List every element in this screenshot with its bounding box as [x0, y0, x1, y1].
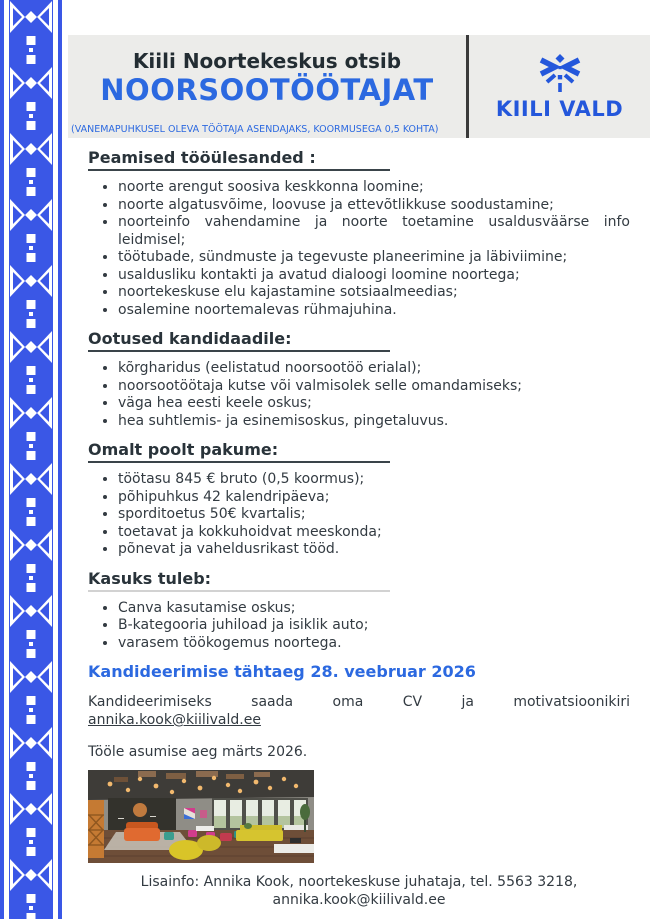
folk-pattern-border-icon — [0, 0, 62, 919]
list-item: • B-kategooria juhiload ja isiklik auto; — [118, 617, 630, 635]
apply-email-link[interactable]: annika.kook@kiilivald.ee — [88, 712, 261, 728]
duties-list — [88, 179, 630, 319]
kiili-vald-logo-icon — [528, 53, 592, 95]
list-item: • varasem töökogemus noortega. — [118, 635, 630, 653]
list-item: • osalemine noortemalevas rühmajuhina. — [118, 302, 630, 320]
advantage-list — [88, 600, 630, 653]
list-item: • väga hea eesti keele oskus; — [118, 395, 630, 413]
expectations-list — [88, 360, 630, 430]
offer-list — [88, 471, 630, 559]
section-heading-duties: Peamised tööülesanded : — [88, 148, 390, 171]
logo-block — [469, 35, 650, 138]
page-title-line2: NOORSOOTÖÖTAJAT — [100, 73, 434, 107]
apply-instructions — [88, 693, 630, 729]
list-item: • põnevat ja vaheldusrikast tööd. — [118, 541, 630, 559]
list-item: • hea suhtlemis- ja esinemisoskus, pingetaluvus. — [118, 413, 630, 431]
page-title-line1: Kiili Noortekeskus otsib — [132, 49, 402, 73]
list-item: • noorte arengut soosiva keskkonna loomine; — [118, 179, 630, 197]
list-item: • noortekeskuse elu kajastamine sotsiaalmeedias; — [118, 284, 630, 302]
list-item: • noorsootöötaja kutse või valmisolek selle omandamiseks; — [118, 378, 630, 396]
list-item: • sporditoetus 50€ kvartalis; — [118, 506, 630, 524]
list-item: • Canva kasutamise oskus; — [118, 600, 630, 618]
section-heading-expectations: Ootused kandidaadile: — [88, 329, 390, 352]
list-item: • kõrgharidus (eelistatud noorsootöö erialal); — [118, 360, 630, 378]
contact-footer — [88, 873, 630, 909]
list-item: • usaldusliku kontakti ja avatud dialoogi loomine noortega; — [118, 267, 630, 285]
list-item: • toetavat ja kokkuhoidvat meeskonda; — [118, 524, 630, 542]
list-item: • töötubade, sündmuste ja tegevuste planeerimine ja läbiviimine; — [118, 249, 630, 267]
page-subtitle: (VANEMAPUHKUSEL OLEVA TÖÖTAJA ASENDAJAKS, KOORMUSEGA 0,5 KOHTA) — [71, 124, 439, 135]
section-heading-advantage: Kasuks tuleb: — [88, 569, 390, 592]
start-date: Tööle asumise aeg märts 2026. — [88, 744, 308, 760]
content — [68, 148, 650, 909]
contact-email: annika.kook@kiilivald.ee — [272, 892, 446, 908]
youth-center-photo — [88, 770, 314, 863]
list-item: • noorte algatusvõime, loovuse ja ettevõtlikkuse soodustamine; — [118, 197, 630, 215]
list-item: • noorteinfo vahendamine ja noorte toetamine usaldusväärse info leidmisel; — [118, 214, 630, 249]
contact-line1: Lisainfo: Annika Kook, noortekeskuse juhataja, tel. 5563 3218, — [140, 874, 578, 890]
list-item: • põhipuhkus 42 kalendripäeva; — [118, 489, 630, 507]
header — [68, 35, 650, 138]
list-item: • töötasu 845 € bruto (0,5 koormus); — [118, 471, 630, 489]
section-heading-offer: Omalt poolt pakume: — [88, 440, 390, 463]
logo-text: KIILI VALD — [495, 96, 624, 121]
apply-text: Kandideerimiseks saada oma CV ja motivatsioonikiri — [88, 694, 630, 710]
title-block — [68, 35, 466, 138]
application-deadline: Kandideerimise tähtaeg 28. veebruar 2026 — [88, 662, 476, 681]
